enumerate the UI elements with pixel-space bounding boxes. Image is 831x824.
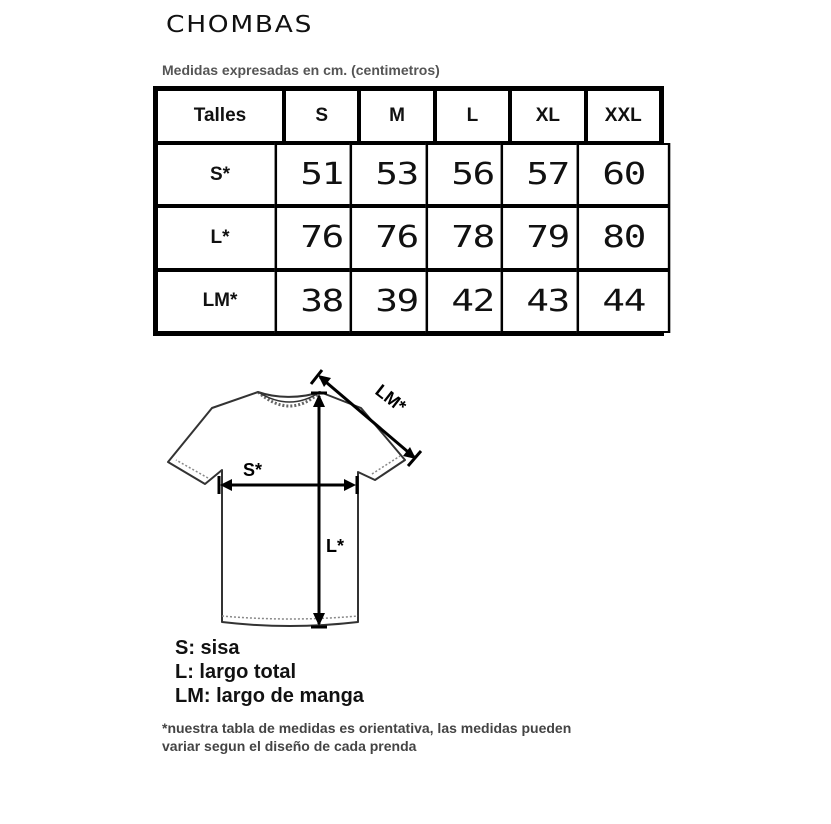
disclaimer-line-2: variar segun el diseño de cada prenda <box>162 738 417 754</box>
header-cell-xl: XL <box>510 89 585 143</box>
disclaimer-line-1: *nuestra tabla de medidas es orientativa, las medidas pueden <box>162 720 572 736</box>
disclaimer-note <box>162 719 571 755</box>
value-cell: 53 <box>350 143 444 206</box>
value-cell: 76 <box>275 206 369 269</box>
measurement-legend <box>175 636 364 708</box>
header-cell-s: S <box>284 89 359 143</box>
legend-item-manga: LM: largo de manga <box>175 685 364 707</box>
header-cell-m: M <box>359 89 434 143</box>
table-row-sisa <box>156 143 661 206</box>
label-l: L* <box>326 536 344 556</box>
value-cell: 44 <box>576 270 670 333</box>
header-cell-l: L <box>435 89 510 143</box>
tshirt-measurement-diagram <box>150 360 450 635</box>
value-cell: 76 <box>350 206 444 269</box>
value-cell: 51 <box>275 143 369 206</box>
value-cell: 80 <box>576 206 670 269</box>
legend-item-sisa: S: sisa <box>175 637 240 659</box>
value-cell: 57 <box>501 143 595 206</box>
table-row-manga <box>156 270 661 333</box>
row-label-manga: LM* <box>156 270 284 333</box>
units-subtitle: Medidas expresadas en cm. (centimetros) <box>162 62 440 78</box>
value-cell: 38 <box>275 270 369 333</box>
size-chart-table <box>153 86 664 336</box>
row-label-sisa: S* <box>156 143 284 206</box>
value-cell: 56 <box>425 143 519 206</box>
value-cell: 78 <box>425 206 519 269</box>
value-cell: 43 <box>501 270 595 333</box>
table-row-largo <box>156 206 661 269</box>
value-cell: 39 <box>350 270 444 333</box>
value-cell: 42 <box>425 270 519 333</box>
table-header-row <box>156 89 661 143</box>
value-cell: 60 <box>576 143 670 206</box>
tshirt-outline <box>168 392 405 626</box>
label-s: S* <box>243 460 263 480</box>
header-cell-xxl: XXL <box>586 89 661 143</box>
label-lm: LM* <box>371 380 410 417</box>
row-label-largo: L* <box>156 206 284 269</box>
page-title: CHOMBAS <box>166 12 314 38</box>
value-cell: 79 <box>501 206 595 269</box>
header-cell-talles: Talles <box>156 89 284 143</box>
legend-item-largo: L: largo total <box>175 661 297 683</box>
